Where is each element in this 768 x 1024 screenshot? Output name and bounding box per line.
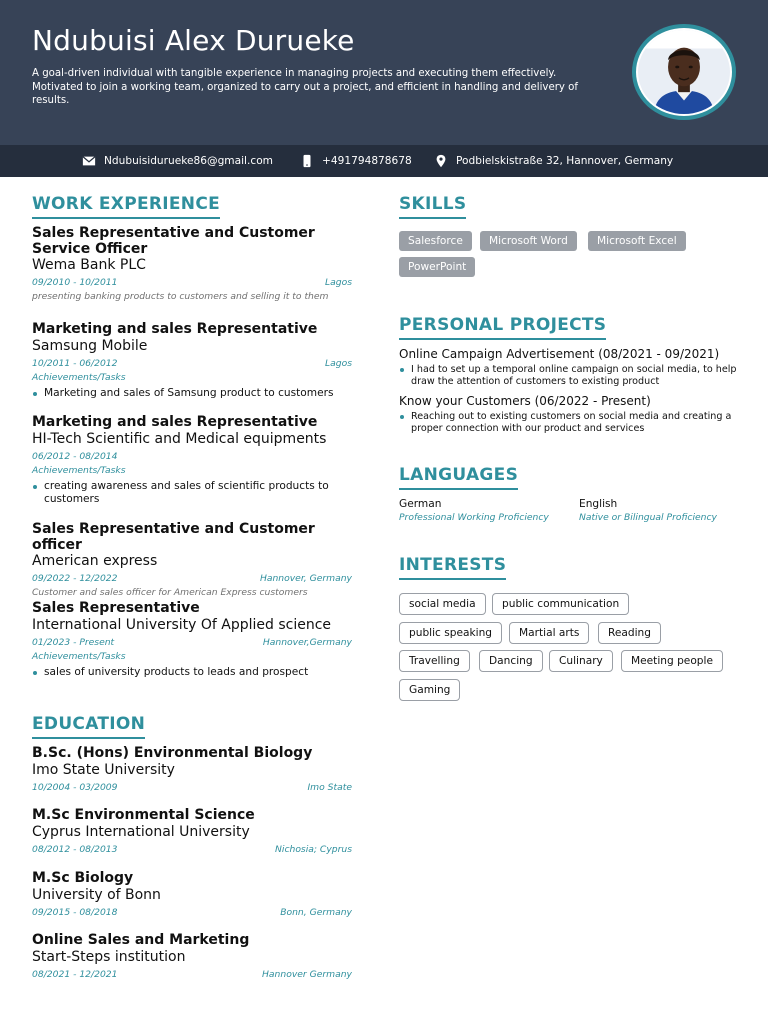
job-dates: 01/2023 - Present [32, 636, 115, 648]
language-item [399, 497, 569, 524]
education-meta [32, 907, 352, 919]
email-text: Ndubuisidurueke86@gmail.com [104, 155, 273, 167]
education-dates: 08/2021 - 12/2021 [32, 968, 118, 980]
resume-header [0, 0, 768, 145]
envelope-icon [82, 154, 96, 168]
school: Imo State University [32, 761, 175, 778]
job-description: presenting banking products to customers and selling it to them [32, 291, 329, 302]
employer: HI-Tech Scientific and Medical equipments [32, 430, 327, 447]
skill-tag: PowerPoint [399, 257, 475, 277]
job-meta [32, 277, 352, 289]
education-meta [32, 969, 352, 981]
achievements-label: Achievements/Tasks [32, 650, 126, 662]
job-title: Sales Representative and Customer officer [32, 521, 315, 553]
job-bullet: creating awareness and sales of scientific products to customers [32, 480, 352, 507]
job-title: Marketing and sales Representative [32, 414, 318, 430]
education-dates: 08/2012 - 08/2013 [32, 843, 118, 855]
school: Start-Steps institution [32, 948, 186, 965]
job-title: Sales Representative and Customer Service Officer [32, 225, 315, 257]
education-dates: 09/2015 - 08/2018 [32, 906, 118, 918]
job-location: Hannover,Germany [262, 636, 352, 648]
project-bullet: Reaching out to existing customers on social media and creating a proper connection with our product and services [399, 411, 739, 434]
school: Cyprus International University [32, 823, 250, 840]
achievements-label: Achievements/Tasks [32, 464, 126, 476]
job-dates: 10/2011 - 06/2012 [32, 357, 118, 369]
job-description: Customer and sales officer for American Express customers [32, 587, 308, 598]
degree: M.Sc Environmental Science [32, 807, 255, 823]
job-location: Lagos [325, 357, 352, 369]
job-title: Marketing and sales Representative [32, 321, 318, 337]
interest-tag: Martial arts [509, 622, 589, 644]
job-title: Sales Representative [32, 600, 200, 616]
interest-tag: Dancing [479, 650, 543, 672]
location-pin-icon [434, 154, 448, 168]
summary-text: A goal-driven individual with tangible experience in managing projects and executing them effectively. Motivated to join a working team, organized to carry out a project, and efficient in handling and delivery of results. [32, 68, 578, 106]
education-item [32, 808, 352, 856]
project-title: Know your Customers (06/2022 - Present) [399, 394, 651, 408]
skill-tag: Salesforce [399, 231, 472, 251]
work-item [32, 226, 352, 303]
language-name: German [399, 498, 442, 510]
employer: Samsung Mobile [32, 337, 148, 354]
work-item [32, 322, 352, 400]
interest-tag: Gaming [399, 679, 460, 701]
work-item [32, 522, 352, 599]
employer: Wema Bank PLC [32, 257, 146, 273]
interest-tag: social media [399, 593, 486, 615]
contact-address[interactable] [434, 145, 673, 177]
education-item [32, 746, 352, 794]
job-meta [32, 451, 352, 463]
job-meta [32, 573, 352, 585]
education-heading: EDUCATION [32, 714, 145, 739]
skills-heading: SKILLS [399, 194, 466, 219]
job-meta [32, 358, 352, 370]
education-item [32, 933, 352, 981]
contact-bar [0, 145, 768, 177]
language-name: English [579, 498, 618, 510]
education-item [32, 871, 352, 919]
job-bullet: sales of university products to leads and prospect [32, 666, 352, 680]
degree: M.Sc Biology [32, 870, 134, 886]
job-location: Lagos [325, 277, 352, 288]
language-level: Professional Working Proficiency [399, 512, 549, 523]
profile-photo-image [638, 30, 730, 114]
education-location: Hannover Germany [262, 968, 352, 980]
project-bullet: I had to set up a temporal online campaign on social media, to help draw the attention of customers to existing product [399, 364, 739, 387]
person-name: Ndubuisi Alex Durueke [32, 24, 355, 57]
language-level: Native or Bilingual Proficiency [579, 512, 717, 523]
interest-tag: public communication [492, 593, 629, 615]
job-dates: 09/2010 - 10/2011 [32, 277, 118, 288]
work-item [32, 601, 352, 679]
interest-tag: public speaking [399, 622, 502, 644]
personal-projects-heading: PERSONAL PROJECTS [399, 315, 606, 340]
work-experience-heading: WORK EXPERIENCE [32, 194, 220, 219]
language-item [579, 497, 749, 524]
education-location: Nichosia; Cyprus [275, 843, 352, 855]
education-meta [32, 782, 352, 794]
skill-tag: Microsoft Word [480, 231, 577, 251]
job-dates: 06/2012 - 08/2014 [32, 450, 118, 462]
interest-tag: Reading [598, 622, 661, 644]
project-title: Online Campaign Advertisement (08/2021 - 09/2021) [399, 347, 720, 361]
job-bullet: Marketing and sales of Samsung product to customers [32, 387, 352, 401]
work-item [32, 415, 352, 507]
project-item [399, 394, 739, 434]
address-text: Podbielskistraße 32, Hannover, Germany [456, 155, 674, 167]
contact-email[interactable] [82, 145, 273, 177]
languages-heading: LANGUAGES [399, 465, 518, 490]
interests-heading: INTERESTS [399, 555, 506, 580]
education-location: Imo State [307, 781, 352, 793]
skill-tag: Microsoft Excel [588, 231, 686, 251]
education-dates: 10/2004 - 03/2009 [32, 781, 118, 793]
interest-tag: Meeting people [621, 650, 723, 672]
job-location: Hannover, Germany [259, 573, 352, 584]
education-meta [32, 844, 352, 856]
profile-photo [632, 24, 736, 120]
phone-icon [300, 154, 314, 168]
job-dates: 09/2022 - 12/2022 [32, 573, 118, 584]
education-location: Bonn, Germany [280, 906, 352, 918]
contact-phone[interactable] [300, 145, 412, 177]
achievements-label: Achievements/Tasks [32, 371, 126, 383]
employer: American express [32, 553, 158, 569]
interest-tag: Culinary [549, 650, 613, 672]
phone-text: +491794878678 [322, 155, 412, 167]
project-item [399, 347, 739, 387]
interest-tag: Travelling [399, 650, 470, 672]
degree: B.Sc. (Hons) Environmental Biology [32, 745, 313, 761]
job-meta [32, 637, 352, 649]
school: University of Bonn [32, 886, 161, 903]
employer: International University Of Applied science [32, 616, 332, 633]
degree: Online Sales and Marketing [32, 932, 250, 948]
